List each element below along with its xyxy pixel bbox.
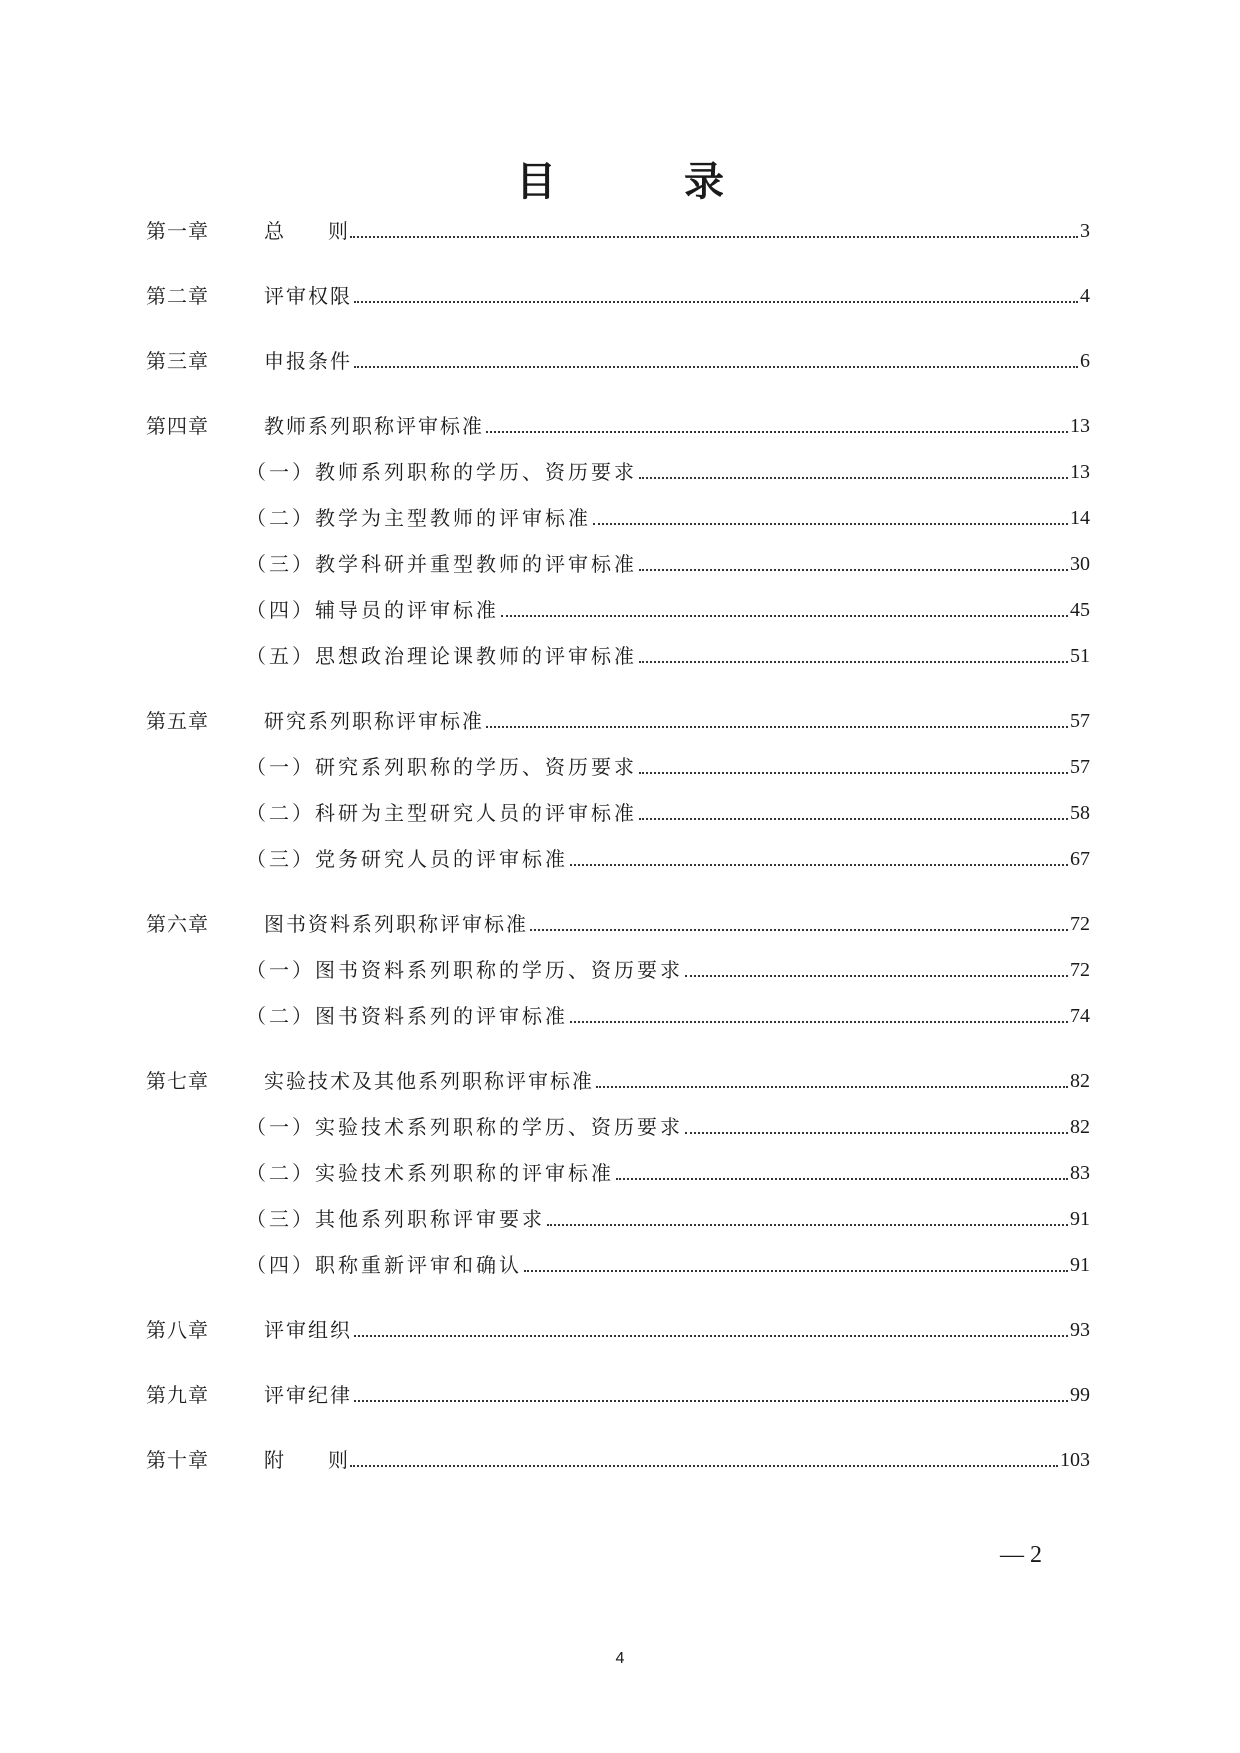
chapter-number: 第十章 — [146, 1448, 209, 1472]
chapter-number: 第六章 — [146, 912, 209, 936]
toc-chapter-entry[interactable] — [146, 1443, 1090, 1473]
toc-subsection-entry[interactable] — [146, 455, 1090, 485]
subsection-title: （三）教学科研并重型教师的评审标准 — [246, 552, 637, 576]
dot-leader — [639, 661, 1068, 663]
dot-leader — [530, 929, 1068, 931]
subsection-title: （一）教师系列职称的学历、资历要求 — [246, 460, 637, 484]
toc-subsection-entry[interactable] — [146, 842, 1090, 872]
toc-subsection-entry[interactable] — [146, 750, 1090, 780]
dot-leader — [350, 1465, 1058, 1467]
subsection-title: （四）职称重新评审和确认 — [246, 1253, 522, 1277]
chapter-title: 研究系列职称评审标准 — [264, 709, 484, 733]
toc-page-number: 57 — [1070, 756, 1090, 778]
dot-leader — [570, 864, 1068, 866]
toc-chapter-entry[interactable] — [146, 409, 1090, 439]
subsection-title: （五）思想政治理论课教师的评审标准 — [246, 644, 637, 668]
chapter-number: 第四章 — [146, 414, 209, 438]
toc-page-number: 82 — [1070, 1070, 1090, 1092]
chapter-title: 附则 — [264, 1448, 392, 1472]
chapter-number: 第九章 — [146, 1383, 209, 1407]
subsection-title: （三）其他系列职称评审要求 — [246, 1207, 545, 1231]
chapter-number: 第一章 — [146, 219, 209, 243]
toc-chapter-entry[interactable] — [146, 704, 1090, 734]
dot-leader — [547, 1224, 1068, 1226]
toc-chapter-entry[interactable] — [146, 1064, 1090, 1094]
toc-subsection-entry[interactable] — [146, 1202, 1090, 1232]
chapter-title: 实验技术及其他系列职称评审标准 — [264, 1069, 594, 1093]
subsection-title: （一）研究系列职称的学历、资历要求 — [246, 755, 637, 779]
toc-subsection-entry[interactable] — [146, 999, 1090, 1029]
chapter-title: 教师系列职称评审标准 — [264, 414, 484, 438]
dot-leader — [616, 1178, 1068, 1180]
subsection-title: （二）科研为主型研究人员的评审标准 — [246, 801, 637, 825]
toc-subsection-entry[interactable] — [146, 796, 1090, 826]
toc-page-number: 4 — [1080, 285, 1090, 307]
dot-leader — [596, 1086, 1068, 1088]
chapter-title: 评审纪律 — [264, 1383, 352, 1407]
toc-chapter-entry[interactable] — [146, 1313, 1090, 1343]
dot-leader — [685, 975, 1068, 977]
dot-leader — [639, 772, 1068, 774]
dot-leader — [639, 569, 1068, 571]
toc-chapter-entry[interactable] — [146, 344, 1090, 374]
subsection-title: （二）图书资料系列的评审标准 — [246, 1004, 568, 1028]
dot-leader — [354, 366, 1078, 368]
dot-leader — [639, 477, 1068, 479]
dot-leader — [354, 1400, 1068, 1402]
dot-leader — [486, 726, 1068, 728]
footer-page-mark: — 2 — [1000, 1542, 1042, 1568]
toc-page-number: 45 — [1070, 599, 1090, 621]
toc-subsection-entry[interactable] — [146, 501, 1090, 531]
chapter-number: 第五章 — [146, 709, 209, 733]
toc-subsection-entry[interactable] — [146, 593, 1090, 623]
toc-page-number: 83 — [1070, 1162, 1090, 1184]
toc-page-number: 6 — [1080, 350, 1090, 372]
toc-page-number: 14 — [1070, 507, 1090, 529]
dot-leader — [524, 1270, 1068, 1272]
chapter-number: 第二章 — [146, 284, 209, 308]
subsection-title: （二）实验技术系列职称的评审标准 — [246, 1161, 614, 1185]
toc-page-number: 72 — [1070, 913, 1090, 935]
toc-page-number: 3 — [1080, 220, 1090, 242]
toc-subsection-entry[interactable] — [146, 1110, 1090, 1140]
chapter-title: 总则 — [264, 219, 392, 243]
chapter-number: 第八章 — [146, 1318, 209, 1342]
dot-leader — [685, 1132, 1068, 1134]
dot-leader — [639, 818, 1068, 820]
toc-chapter-entry[interactable] — [146, 1378, 1090, 1408]
dot-leader — [354, 1335, 1068, 1337]
subsection-title: （四）辅导员的评审标准 — [246, 598, 499, 622]
toc-page-number: 99 — [1070, 1384, 1090, 1406]
toc-subsection-entry[interactable] — [146, 1248, 1090, 1278]
dot-leader — [593, 523, 1068, 525]
dot-leader — [350, 236, 1078, 238]
toc-page-number: 82 — [1070, 1116, 1090, 1138]
toc-page-number: 67 — [1070, 848, 1090, 870]
toc-chapter-entry[interactable] — [146, 279, 1090, 309]
dot-leader — [570, 1021, 1068, 1023]
subsection-title: （二）教学为主型教师的评审标准 — [246, 506, 591, 530]
toc-page-number: 58 — [1070, 802, 1090, 824]
subsection-title: （三）党务研究人员的评审标准 — [246, 847, 568, 871]
toc-chapter-entry[interactable] — [146, 214, 1090, 244]
toc-page-number: 72 — [1070, 959, 1090, 981]
toc-page-number: 91 — [1070, 1254, 1090, 1276]
chapter-title: 评审组织 — [264, 1318, 352, 1342]
toc-page-number: 91 — [1070, 1208, 1090, 1230]
dot-leader — [501, 615, 1068, 617]
toc-chapter-entry[interactable] — [146, 907, 1090, 937]
toc-page-number: 51 — [1070, 645, 1090, 667]
dot-leader — [354, 301, 1078, 303]
toc-subsection-entry[interactable] — [146, 953, 1090, 983]
chapter-title: 申报条件 — [264, 349, 352, 373]
toc-subsection-entry[interactable] — [146, 639, 1090, 669]
subsection-title: （一）实验技术系列职称的学历、资历要求 — [246, 1115, 683, 1139]
toc-subsection-entry[interactable] — [146, 1156, 1090, 1186]
chapter-title: 评审权限 — [264, 284, 352, 308]
toc-page-number: 93 — [1070, 1319, 1090, 1341]
toc-page-number: 103 — [1060, 1449, 1090, 1471]
toc-page-number: 13 — [1070, 461, 1090, 483]
subsection-title: （一）图书资料系列职称的学历、资历要求 — [246, 958, 683, 982]
chapter-title: 图书资料系列职称评审标准 — [264, 912, 528, 936]
toc-subsection-entry[interactable] — [146, 547, 1090, 577]
toc-page-number: 57 — [1070, 710, 1090, 732]
chapter-number: 第七章 — [146, 1069, 209, 1093]
page-title: 目 录 — [516, 158, 768, 205]
page-number: 4 — [615, 1650, 625, 1667]
toc-page-number: 74 — [1070, 1005, 1090, 1027]
chapter-number: 第三章 — [146, 349, 209, 373]
toc-page-number: 30 — [1070, 553, 1090, 575]
dot-leader — [486, 431, 1068, 433]
toc-page-number: 13 — [1070, 415, 1090, 437]
